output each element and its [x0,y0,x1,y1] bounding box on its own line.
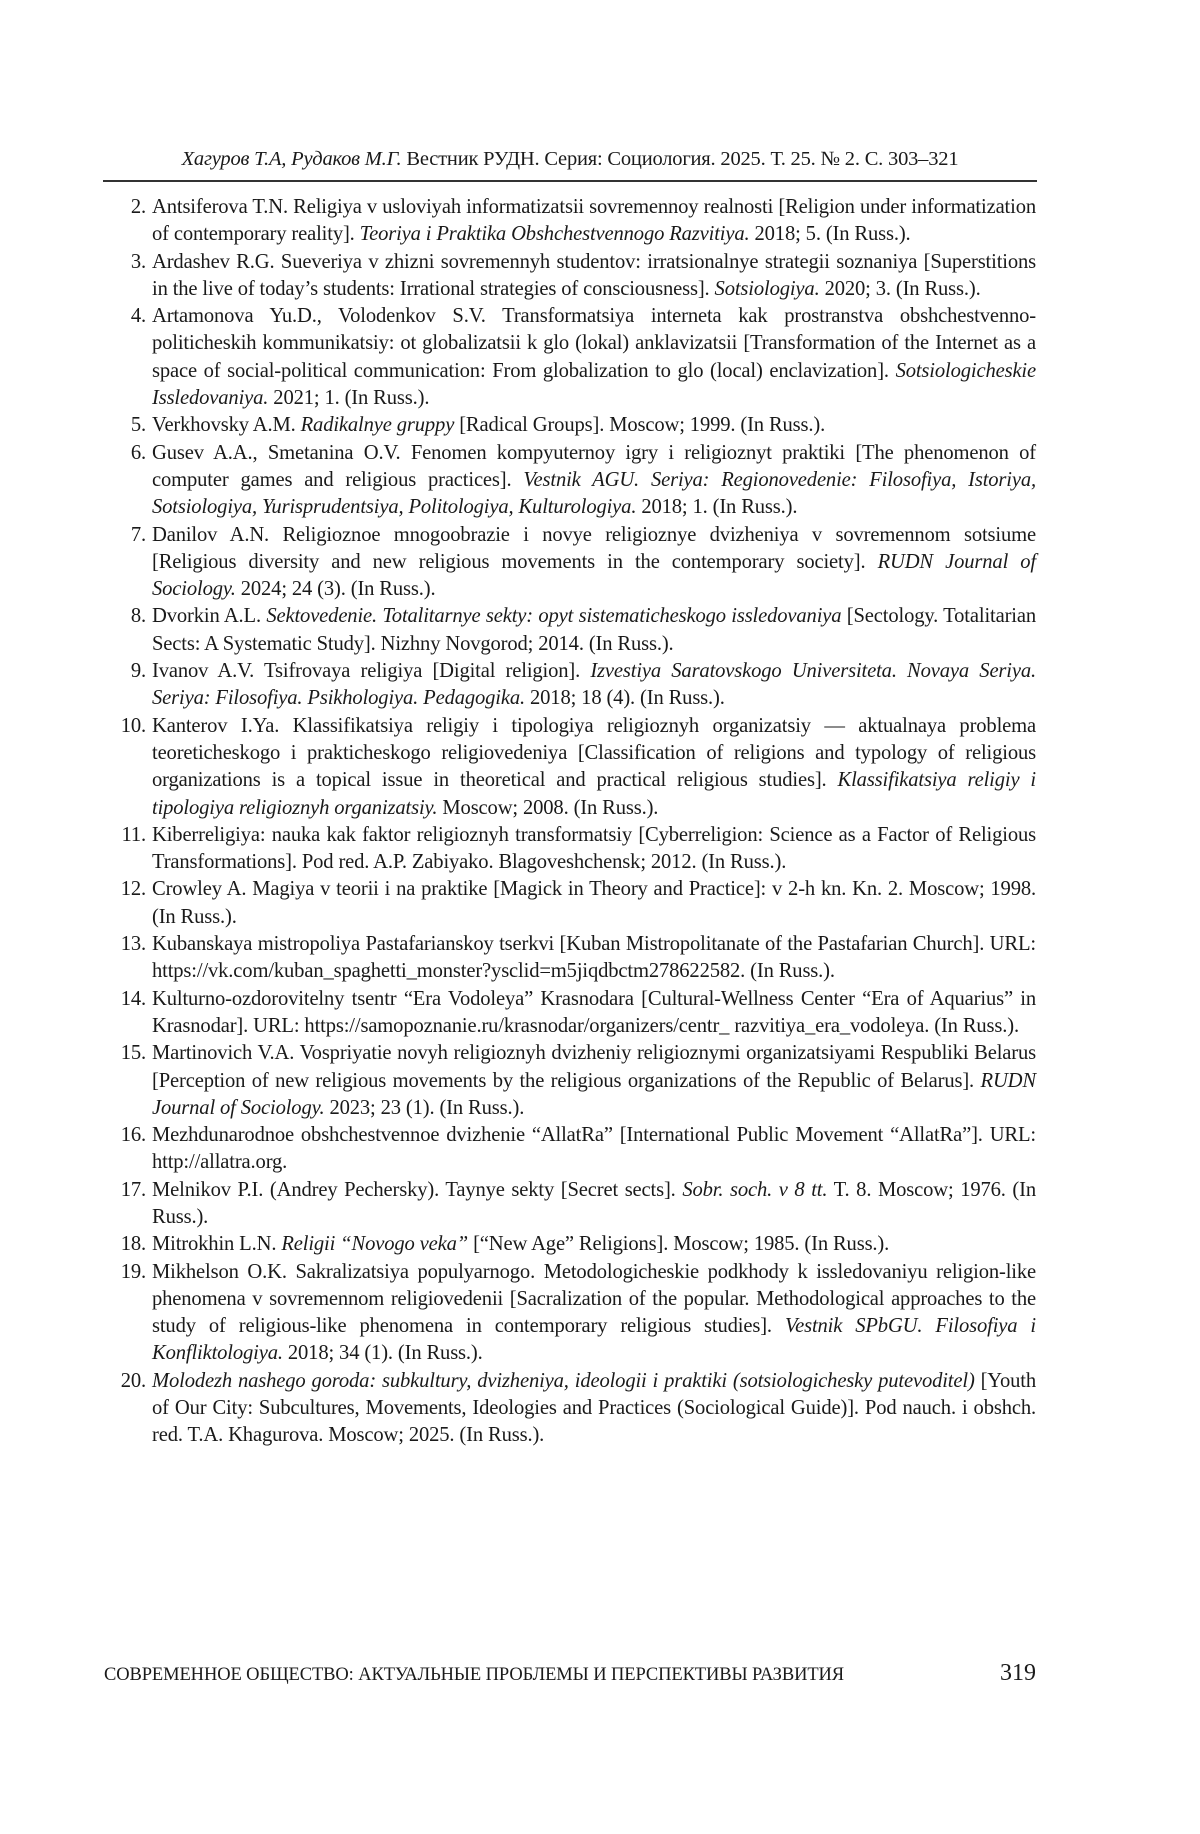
reference-number: 13. [120,933,146,956]
reference-segment: Kulturno-ozdorovitelny tsentr “Era Vodoleya” Krasnodara [Cultural-Wellness Center “Era of Aquarius” in Krasnodar]. URL: https://samopoznanie.ru/krasnodar/organizers/centr_ razvitiya_era_vodoleya. (In Russ.). [152,987,1036,1037]
reference-source-italic: RUDN Journal of Sociology. [152,1069,1036,1119]
reference-segment: Kiberreligiya: nauka kak faktor religioznyh transformatsiy [Cyberreligion: Science as a Factor of Religious Transformations]. Pod red. A.P. Zabiyako. Blagoveshchensk; 2012. (In Russ.). [152,823,1036,874]
reference-segment: [“New Age” Religions]. Moscow; 1985. (In Russ.). [468,1233,890,1256]
reference-item [104,1122,1036,1177]
reference-item [104,658,1036,713]
reference-item [104,1177,1036,1232]
reference-segment: Crowley A. Magiya v teorii i na praktike [Magick in Theory and Practice]: v 2-h kn. Kn. 2. Moscow; 1998. (In Russ.). [152,878,1036,928]
reference-item [104,1040,1036,1122]
reference-item [104,194,1036,249]
reference-segment: Martinovich V.A. Vospriyatie novyh religioznyh dvizheniy religioznymi organizatsiyami Respubliki Belarus [Perception of new religious movements by the religious organizations of the Republic of Belarus]. [152,1042,1036,1092]
reference-number: 16. [120,1124,146,1147]
reference-text [152,1368,1036,1450]
reference-item [104,931,1036,986]
reference-text [152,440,1036,522]
reference-text [152,1231,1036,1258]
reference-source-italic: Sotsiologicheskie Issledovaniya. [152,359,1036,410]
reference-item [104,440,1036,522]
reference-segment: Verkhovsky A.M. [152,414,301,437]
reference-segment: 2023; 23 (1). (In Russ.). [324,1096,525,1119]
reference-source-italic: Klassifikatsiya religiy i tipologiya religioznyh organizatsiy. [152,769,1036,819]
running-footer [104,1660,1036,1687]
reference-text [152,412,1036,439]
reference-segment: Dvorkin A.L. [152,605,267,628]
reference-source-italic: Religii “Novogo veka” [281,1233,469,1256]
reference-segment: [Youth of Our City: Subcultures, Movements, Ideologies and Practices (Sociological Guide)]. Pod nauch. i obshch. red. T.A. Khagurova. Moscow; 2025. (In Russ.). [152,1369,1036,1447]
reference-text [152,522,1036,604]
reference-number: 14. [120,987,146,1010]
reference-source-italic: RUDN Journal of Sociology. [152,550,1036,601]
reference-segment: 2018; 34 (1). (In Russ.). [282,1342,483,1365]
reference-text [152,1259,1036,1368]
reference-text [152,876,1036,931]
reference-number: 12. [120,878,146,901]
reference-segment: Kanterov I.Ya. Klassifikatsiya religiy i tipologiya religioznyh organizatsiy — aktualnaya problema teoreticheskogo i prakticheskogo religiovedeniya [Classification of religions and typology of religious organizations is a topical issue in theoretical and practical religious studies]. [152,714,1036,792]
reference-segment: 2018; 1. (In Russ.). [636,496,798,519]
reference-item [104,412,1036,439]
reference-text [152,713,1036,822]
reference-text [152,603,1036,658]
reference-segment: Ardashev R.G. Sueveriya v zhizni sovremennyh studentov: irratsionalnye strategii soznaniya [Superstitions in the live of today’s students: Irrational strategies of consciousness]. [152,250,1036,300]
reference-number: 9. [130,660,146,683]
reference-text [152,1040,1036,1122]
reference-segment: Antsiferova T.N. Religiya v usloviyah informatizatsii sovremennoy realnosti [Religion under informatization of contemporary reality]. [152,196,1036,246]
reference-number: 11. [121,823,146,846]
reference-source-italic: Vestnik AGU. Seriya: Regionovedenie: Filosofiya, Istoriya, Sotsiologiya, Yurisprudentsiya, Politologiya, Kulturologiya. [152,468,1036,519]
reference-item [104,603,1036,658]
reference-number: 3. [130,250,146,273]
reference-source-italic: Molodezh nashego goroda: subkultury, dvizheniya, ideologii i praktiki (sotsiologichesky putevoditel) [152,1369,975,1392]
reference-source-italic: Teoriya i Praktika Obshchestvennogo Razvitiya. [359,223,750,246]
reference-number: 6. [130,441,146,464]
header-authors: Хагуров Т.А, Рудаков М.Г. [181,148,402,170]
reference-number: 5. [130,414,146,437]
reference-segment: 2024; 24 (3). (In Russ.). [235,578,436,601]
reference-item [104,1368,1036,1450]
reference-item [104,986,1036,1041]
reference-text [152,194,1036,249]
reference-text [152,986,1036,1041]
reference-segment: Mezhdunarodnoe obshchestvennoe dvizhenie “AllatRa” [International Public Movement “AllatRa”]. URL: http://allatra.org. [152,1124,1036,1174]
reference-item [104,303,1036,412]
reference-item [104,1259,1036,1368]
reference-segment: Ivanov A.V. Tsifrovaya religiya [Digital religion]. [152,660,591,683]
reference-segment: Danilov A.N. Religioznoe mnogoobrazie i novye religioznye dvizheniya v sovremennom sotsiume [Religious diversity and new religious movements in the contemporary society]. [152,523,1036,573]
reference-segment: 2020; 3. (In Russ.). [819,277,981,300]
reference-text [152,1177,1036,1232]
reference-segment: 2018; 18 (4). (In Russ.). [525,687,725,710]
reference-number: 2. [130,196,146,218]
reference-list [104,194,1036,1450]
reference-item [104,822,1036,877]
reference-text [152,249,1036,304]
reference-text [152,931,1036,986]
reference-segment: T. 8. Moscow; 1976. (In Russ.). [152,1178,1036,1228]
reference-number: 4. [130,305,146,328]
reference-segment: [Radical Groups]. Moscow; 1999. (In Russ.). [454,414,826,437]
reference-number: 18. [120,1233,146,1256]
reference-item [104,876,1036,931]
reference-segment: Mitrokhin L.N. [152,1233,282,1256]
reference-number: 8. [130,605,146,628]
reference-item [104,713,1036,822]
reference-text [152,303,1036,412]
reference-number: 19. [120,1260,146,1283]
reference-segment: Gusev A.A., Smetanina O.V. Fenomen kompyuternoy igry i religioznyt praktiki [The phenomenon of computer games and religious practices]. [152,441,1036,491]
header-citation: Вестник РУДН. Серия: Социология. 2025. Т. 25. № 2. С. 303–321 [401,148,959,170]
reference-segment: Melnikov P.I. (Andrey Pechersky). Taynye sekty [Secret sects]. [152,1178,683,1201]
reference-number: 15. [120,1042,146,1065]
reference-number: 10. [120,714,146,737]
reference-segment: Moscow; 2008. (In Russ.). [437,796,659,819]
reference-segment: 2018; 5. (In Russ.). [749,223,911,246]
reference-item [104,522,1036,604]
reference-segment: Mikhelson O.K. Sakralizatsiya populyarnogo. Metodologicheskie podkhody k issledovaniyu religion-like phenomena v sovremennom religiovedenii [Sacralization of the popular. Methodological approaches to the study of religious-like phenomena in contemporary religious studies]. [152,1260,1036,1338]
reference-item [104,1231,1036,1258]
reference-source-italic: Izvestiya Saratovskogo Universiteta. Novaya Seriya. Seriya: Filosofiya. Psikhologiya. Pedagogika. [152,660,1036,710]
reference-source-italic: Radikalnye gruppy [300,414,455,437]
reference-source-italic: Sektovedenie. Totalitarnye sekty: opyt sistematicheskogo issledovaniya [266,605,842,628]
footer-journal-section: СОВРЕМЕННОЕ ОБЩЕСТВО: АКТУАЛЬНЫЕ ПРОБЛЕМЫ И ПЕРСПЕКТИВЫ РАЗВИТИЯ [104,1665,845,1685]
reference-source-italic: Sobr. soch. v 8 tt. [682,1178,828,1201]
reference-segment: [Sectology. Totalitarian Sects: A Systematic Study]. Nizhny Novgorod; 2014. (In Russ.). [152,605,1036,655]
reference-item [104,249,1036,304]
reference-segment: Kubanskaya mistropoliya Pastafarianskoy tserkvi [Kuban Mistropolitanate of the Pastafarian Church]. URL: https://vk.com/kuban_spaghetti_monster?ysclid=m5jiqdbctm278622582. (In Russ.). [152,933,1036,983]
header-rule [103,180,1037,182]
running-header [104,146,1036,172]
reference-source-italic: Vestnik SPbGU. Filosofiya i Konfliktologiya. [152,1315,1036,1365]
reference-number: 7. [130,523,146,546]
reference-number: 17. [120,1178,146,1201]
reference-segment: 2021; 1. (In Russ.). [268,387,430,410]
reference-source-italic: Sotsiologiya. [714,277,820,300]
reference-text [152,822,1036,877]
reference-number: 20. [120,1369,146,1392]
page-number: 319 [1000,1660,1036,1686]
reference-text [152,1122,1036,1177]
reference-segment: Artamonova Yu.D., Volodenkov S.V. Transformatsiya interneta kak prostranstva obshchestvenno-politicheskih kommunikatsiy: ot globalizatsii k glo (lokal) anklavizatsii [Transformation of the Internet as a space of social-political communication: From globalization to glo (local) enclavization]. [152,305,1036,382]
reference-text [152,658,1036,713]
